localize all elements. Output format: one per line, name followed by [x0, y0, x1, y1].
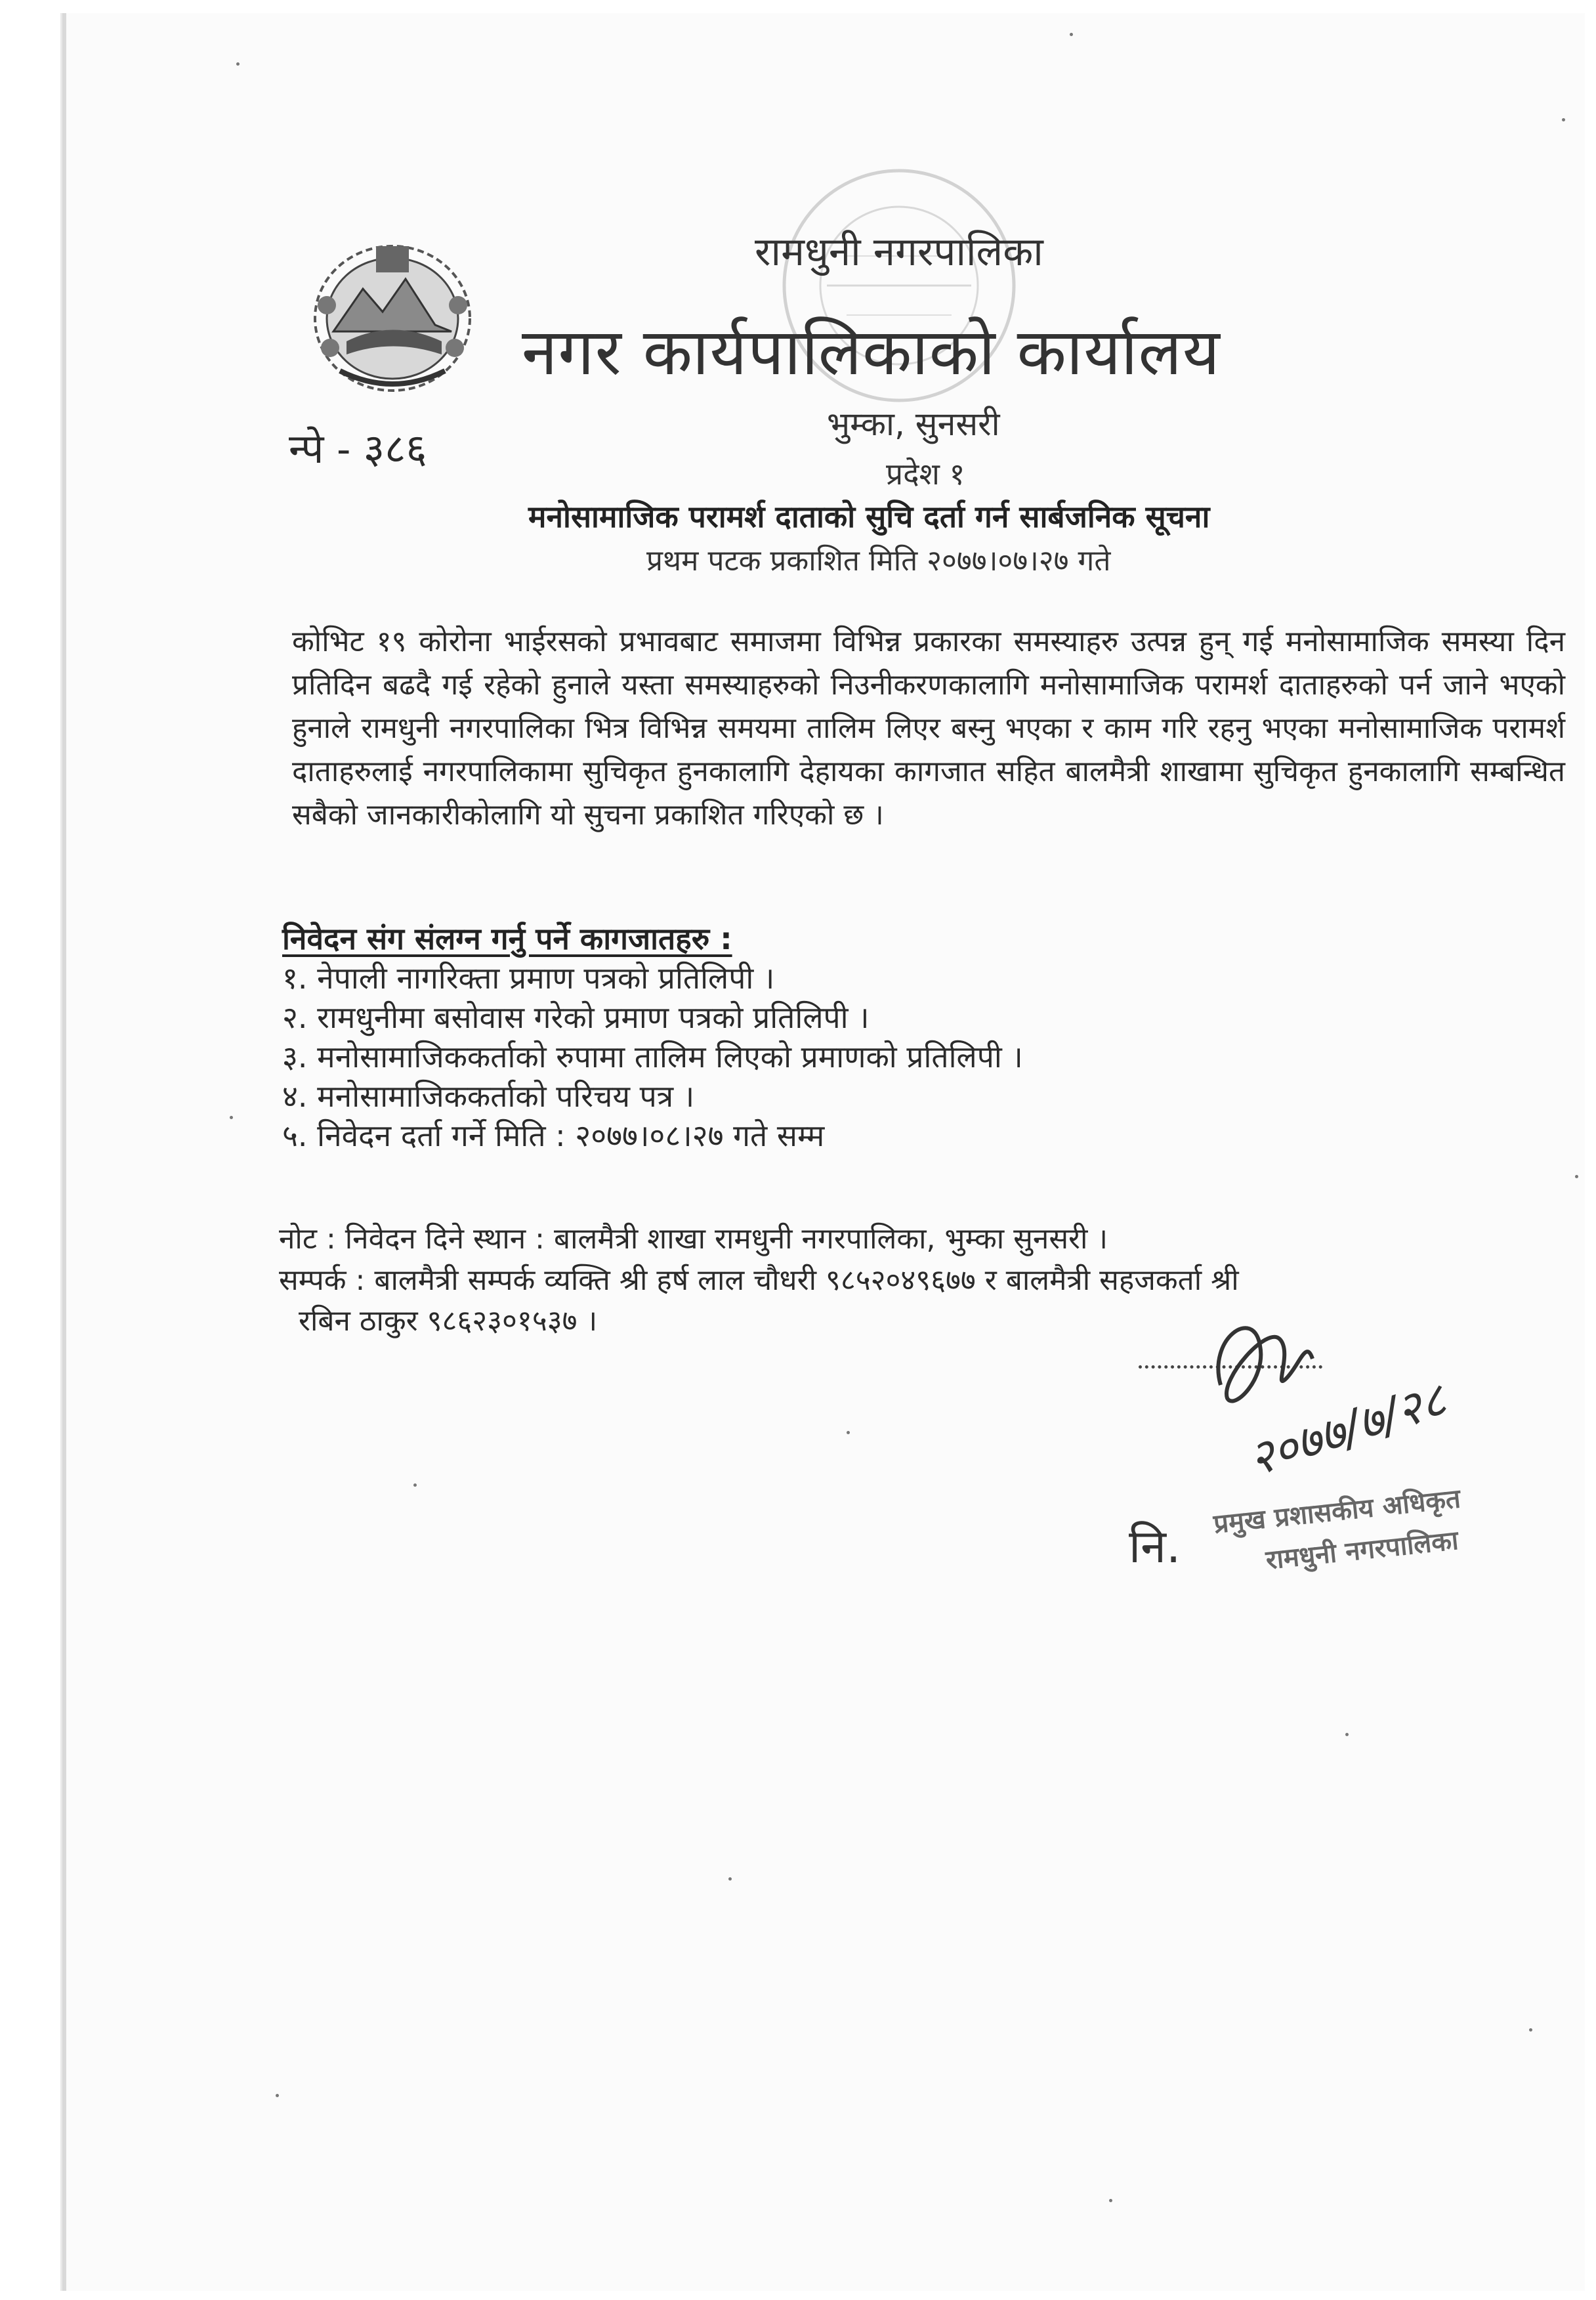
- svg-text:रामधुनी नगरपालिका: रामधुनी नगरपालिका: [1264, 1525, 1460, 1576]
- contact-line-1: सम्पर्क : बालमैत्री सम्पर्क व्यक्ति श्री हर्ष लाल चौधरी ९८५२०४९६७७ र बालमैत्री सहजकर्ता श्री: [279, 1264, 1239, 1297]
- reference-number: न्पे - ३८६: [289, 425, 427, 473]
- notice-subject: मनोसामाजिक परामर्श दाताको सुचि दर्ता गर्न सार्बजनिक सूचना: [528, 499, 1210, 534]
- office-title: नगर कार्यपालिकाको कार्यालय: [522, 315, 1221, 390]
- scan-speck: [1575, 1175, 1578, 1178]
- body-paragraph: कोभिट १९ कोरोना भाईरसको प्रभावबाट समाजमा विभिन्न प्रकारका समस्याहरु उत्पन्न हुन् गई मनोसामाजिक समस्या दिन प्रतिदिन बढदै गई रहेको हुनाले यस्ता समस्याहरुको निउनीकरणकालागि मनोसामाजिक परामर्श दाताहरुको पर्न जाने भएको हुनाले रामधुनी नगरपालिका भित्र विभिन्न समयमा तालिम लिएर बस्नु भएका र काम गरि रहनु भएका मनोसामाजिक परामर्श दाताहरुलाई नगरपालिकामा सुचिकृत हुनकालागि देहायका कागजात सहित बालमैत्री शाखामा सुचिकृत हुनकालागि सम्बन्धित सबैको जानकारीकोलागि यो सुचना प्रकाशित गरिएको छ ।: [292, 625, 1565, 832]
- svg-text:नि.: नि.: [1129, 1520, 1181, 1573]
- scan-speck: [276, 2094, 279, 2097]
- svg-text:प्रमुख प्रशासकीय अधिकृत: प्रमुख प्रशासकीय अधिकृत: [1212, 1483, 1462, 1540]
- svg-text:२०७७/७/२८: २०७७/७/२८: [1242, 1371, 1453, 1487]
- nepal-emblem-icon: [301, 233, 484, 400]
- list-item: १. नेपाली नागरिक्ता प्रमाण पत्रको प्रतिलिपी ।: [282, 960, 775, 996]
- municipality-name: रामधुनी नगरपालिका: [755, 229, 1043, 275]
- contact-line-2: रबिन ठाकुर ९८६२३०१५३७ ।: [299, 1304, 598, 1338]
- documents-list: [282, 958, 1023, 1155]
- page-left-edge: [62, 13, 66, 2291]
- list-item: ५. निवेदन दर्ता गर्ने मिति : २०७७।०८।२७ गते सम्म: [282, 1118, 825, 1153]
- office-address: भुम्का, सुनसरी: [827, 405, 1000, 443]
- list-item: २. रामधुनीमा बसोवास गरेको प्रमाण पत्रको प्रतिलिपी ।: [282, 1000, 870, 1035]
- scan-speck: [1109, 2199, 1112, 2202]
- scan-speck: [236, 62, 240, 66]
- list-item: ४. मनोसामाजिककर्ताको परिचय पत्र ।: [282, 1078, 695, 1114]
- scan-speck: [230, 1116, 233, 1119]
- scan-speck: [1529, 2028, 1532, 2032]
- scan-speck: [847, 1431, 850, 1434]
- province: प्रदेश १: [886, 456, 965, 492]
- published-date: प्रथम पटक प्रकाशित मिति २०७७।०७।२७ गते: [646, 544, 1111, 578]
- scan-speck: [413, 1483, 417, 1487]
- note-line: नोट : निवेदन दिने स्थान : बालमैत्री शाखा रामधुनी नगरपालिका, भुम्का सुनसरी ।: [279, 1222, 1108, 1256]
- officer-stamp-icon: [1116, 1464, 1483, 1595]
- list-item: ३. मनोसामाजिककर्ताको रुपामा तालिम लिएको प्रमाणको प्रतिलिपी ।: [282, 1039, 1023, 1075]
- scan-speck: [1345, 1733, 1349, 1736]
- scan-speck: [728, 1877, 732, 1881]
- scan-speck: [1070, 33, 1073, 36]
- documents-heading: निवेदन संग संलग्न गर्नु पर्ने कागजातहरु :: [282, 921, 732, 956]
- scan-speck: [1562, 118, 1565, 121]
